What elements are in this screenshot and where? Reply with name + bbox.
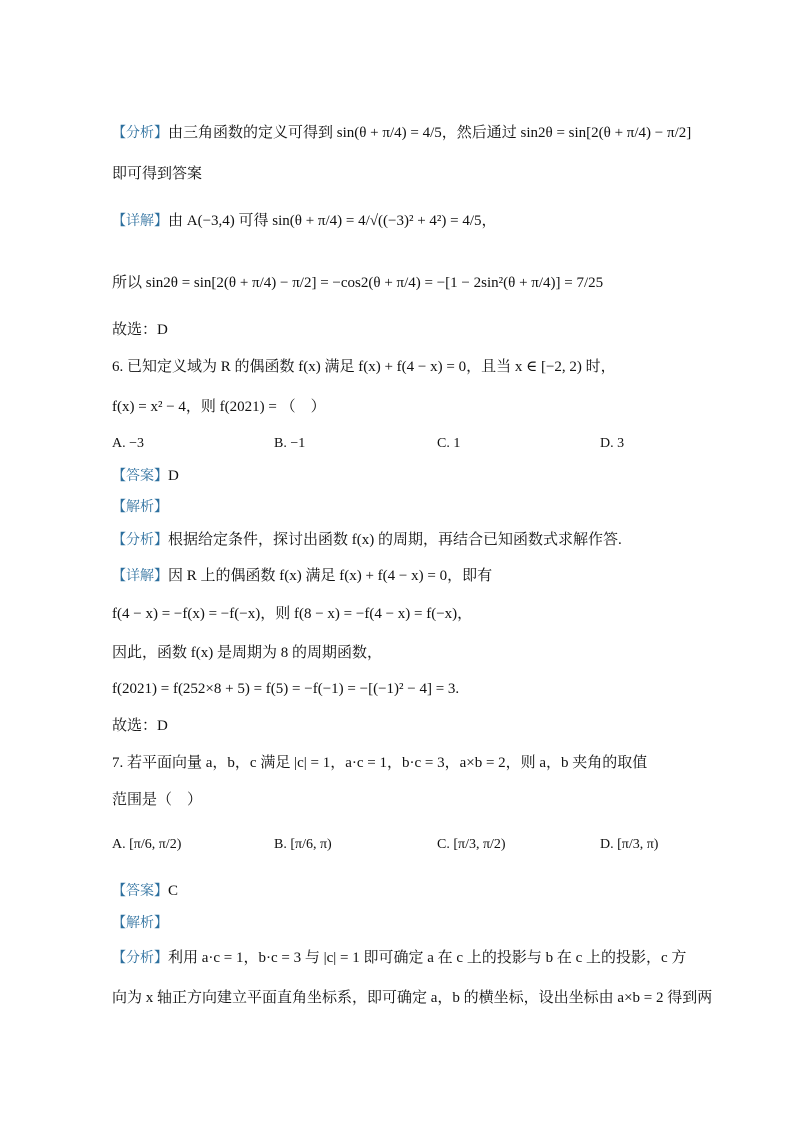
section-tag: 【分析】 [112, 950, 168, 966]
answer-choice: C. [π/3, π/2) [437, 837, 506, 852]
answer-choice: C. 1 [437, 436, 461, 451]
line-text: 由三角函数的定义可得到 sin(θ + π/4) = 4/5，然后通过 sin2θ = sin[2(θ + π/4) − π/2] [168, 125, 692, 141]
answer-choice: B. [π/6, π) [274, 837, 332, 852]
text-line [112, 679, 682, 699]
text-line [112, 566, 682, 586]
section-tag: 【答案】 [112, 883, 168, 899]
line-text: 因 R 上的偶函数 f(x) 满足 f(x) + f(4 − x) = 0，即有 [168, 568, 493, 584]
text-line [112, 497, 682, 517]
line-text: 根据给定条件，探讨出函数 f(x) 的周期，再结合已知函数式求解作答. [168, 532, 622, 548]
answer-choice: B. −1 [274, 436, 306, 451]
section-tag: 【答案】 [112, 468, 168, 484]
section-tag: 【分析】 [112, 532, 168, 548]
section-tag: 【解析】 [112, 499, 168, 515]
line-text: f(4 − x) = −f(x) = −f(−x)，则 f(8 − x) = −f(4 − x) = f(−x)， [112, 606, 473, 622]
text-line [112, 273, 682, 293]
answer-choice: A. [π/6, π/2) [112, 837, 182, 852]
text-line [112, 913, 682, 933]
line-text: 即可得到答案 [112, 166, 203, 182]
text-line [112, 164, 682, 184]
line-text: 范围是（ ） [112, 792, 203, 808]
text-line [112, 357, 682, 377]
text-line [112, 466, 682, 486]
line-text: D [168, 468, 179, 484]
section-tag: 【详解】 [112, 568, 168, 584]
line-text: 7. 若平面向量 a，b，c 满足 |c| = 1，a·c = 1，b·c = 3，a×b = 2，则 a，b 夹角的取值 [112, 755, 648, 771]
text-line [112, 948, 687, 968]
line-text: 因此，函数 f(x) 是周期为 8 的周期函数， [112, 645, 382, 661]
answer-choice: D. [π/3, π) [600, 837, 659, 852]
section-tag: 【详解】 [112, 213, 168, 229]
text-line [112, 397, 682, 417]
line-text: 向为 x 轴正方向建立平面直角坐标系，即可确定 a，b 的横坐标，设出坐标由 a×b = 2 得到两 [112, 990, 713, 1006]
text-line [112, 211, 682, 231]
line-text: C [168, 883, 179, 899]
text-line [112, 881, 682, 901]
line-text: 所以 sin2θ = sin[2(θ + π/4) − π/2] = −cos2(θ + π/4) = −[1 − 2sin²(θ + π/4)] = 7/25 [112, 275, 604, 291]
line-text: 故选：D [112, 322, 168, 338]
line-text: f(2021) = f(252×8 + 5) = f(5) = −f(−1) = −[(−1)² − 4] = 3. [112, 681, 460, 697]
text-line [112, 988, 713, 1008]
text-line [112, 790, 682, 810]
section-tag: 【分析】 [112, 125, 168, 141]
line-text: f(x) = x² − 4，则 f(2021) = （ ） [112, 399, 326, 415]
answer-choice: D. 3 [600, 436, 625, 451]
text-line [112, 716, 682, 736]
text-line [112, 123, 692, 143]
text-line [112, 643, 682, 663]
text-line [112, 753, 682, 773]
answer-choice: A. −3 [112, 436, 145, 451]
text-line [112, 604, 682, 624]
line-text: 故选：D [112, 718, 168, 734]
line-text: 利用 a·c = 1，b·c = 3 与 |c| = 1 即可确定 a 在 c 上的投影与 b 在 c 上的投影，c 方 [168, 950, 687, 966]
line-text: 6. 已知定义域为 R 的偶函数 f(x) 满足 f(x) + f(4 − x) = 0，且当 x ∈ [−2, 2) 时， [112, 359, 616, 375]
text-line [112, 530, 682, 550]
section-tag: 【解析】 [112, 915, 168, 931]
text-line [112, 320, 682, 340]
line-text: 由 A(−3,4) 可得 sin(θ + π/4) = 4/√((−3)² + 4²) = 4/5， [168, 213, 497, 229]
